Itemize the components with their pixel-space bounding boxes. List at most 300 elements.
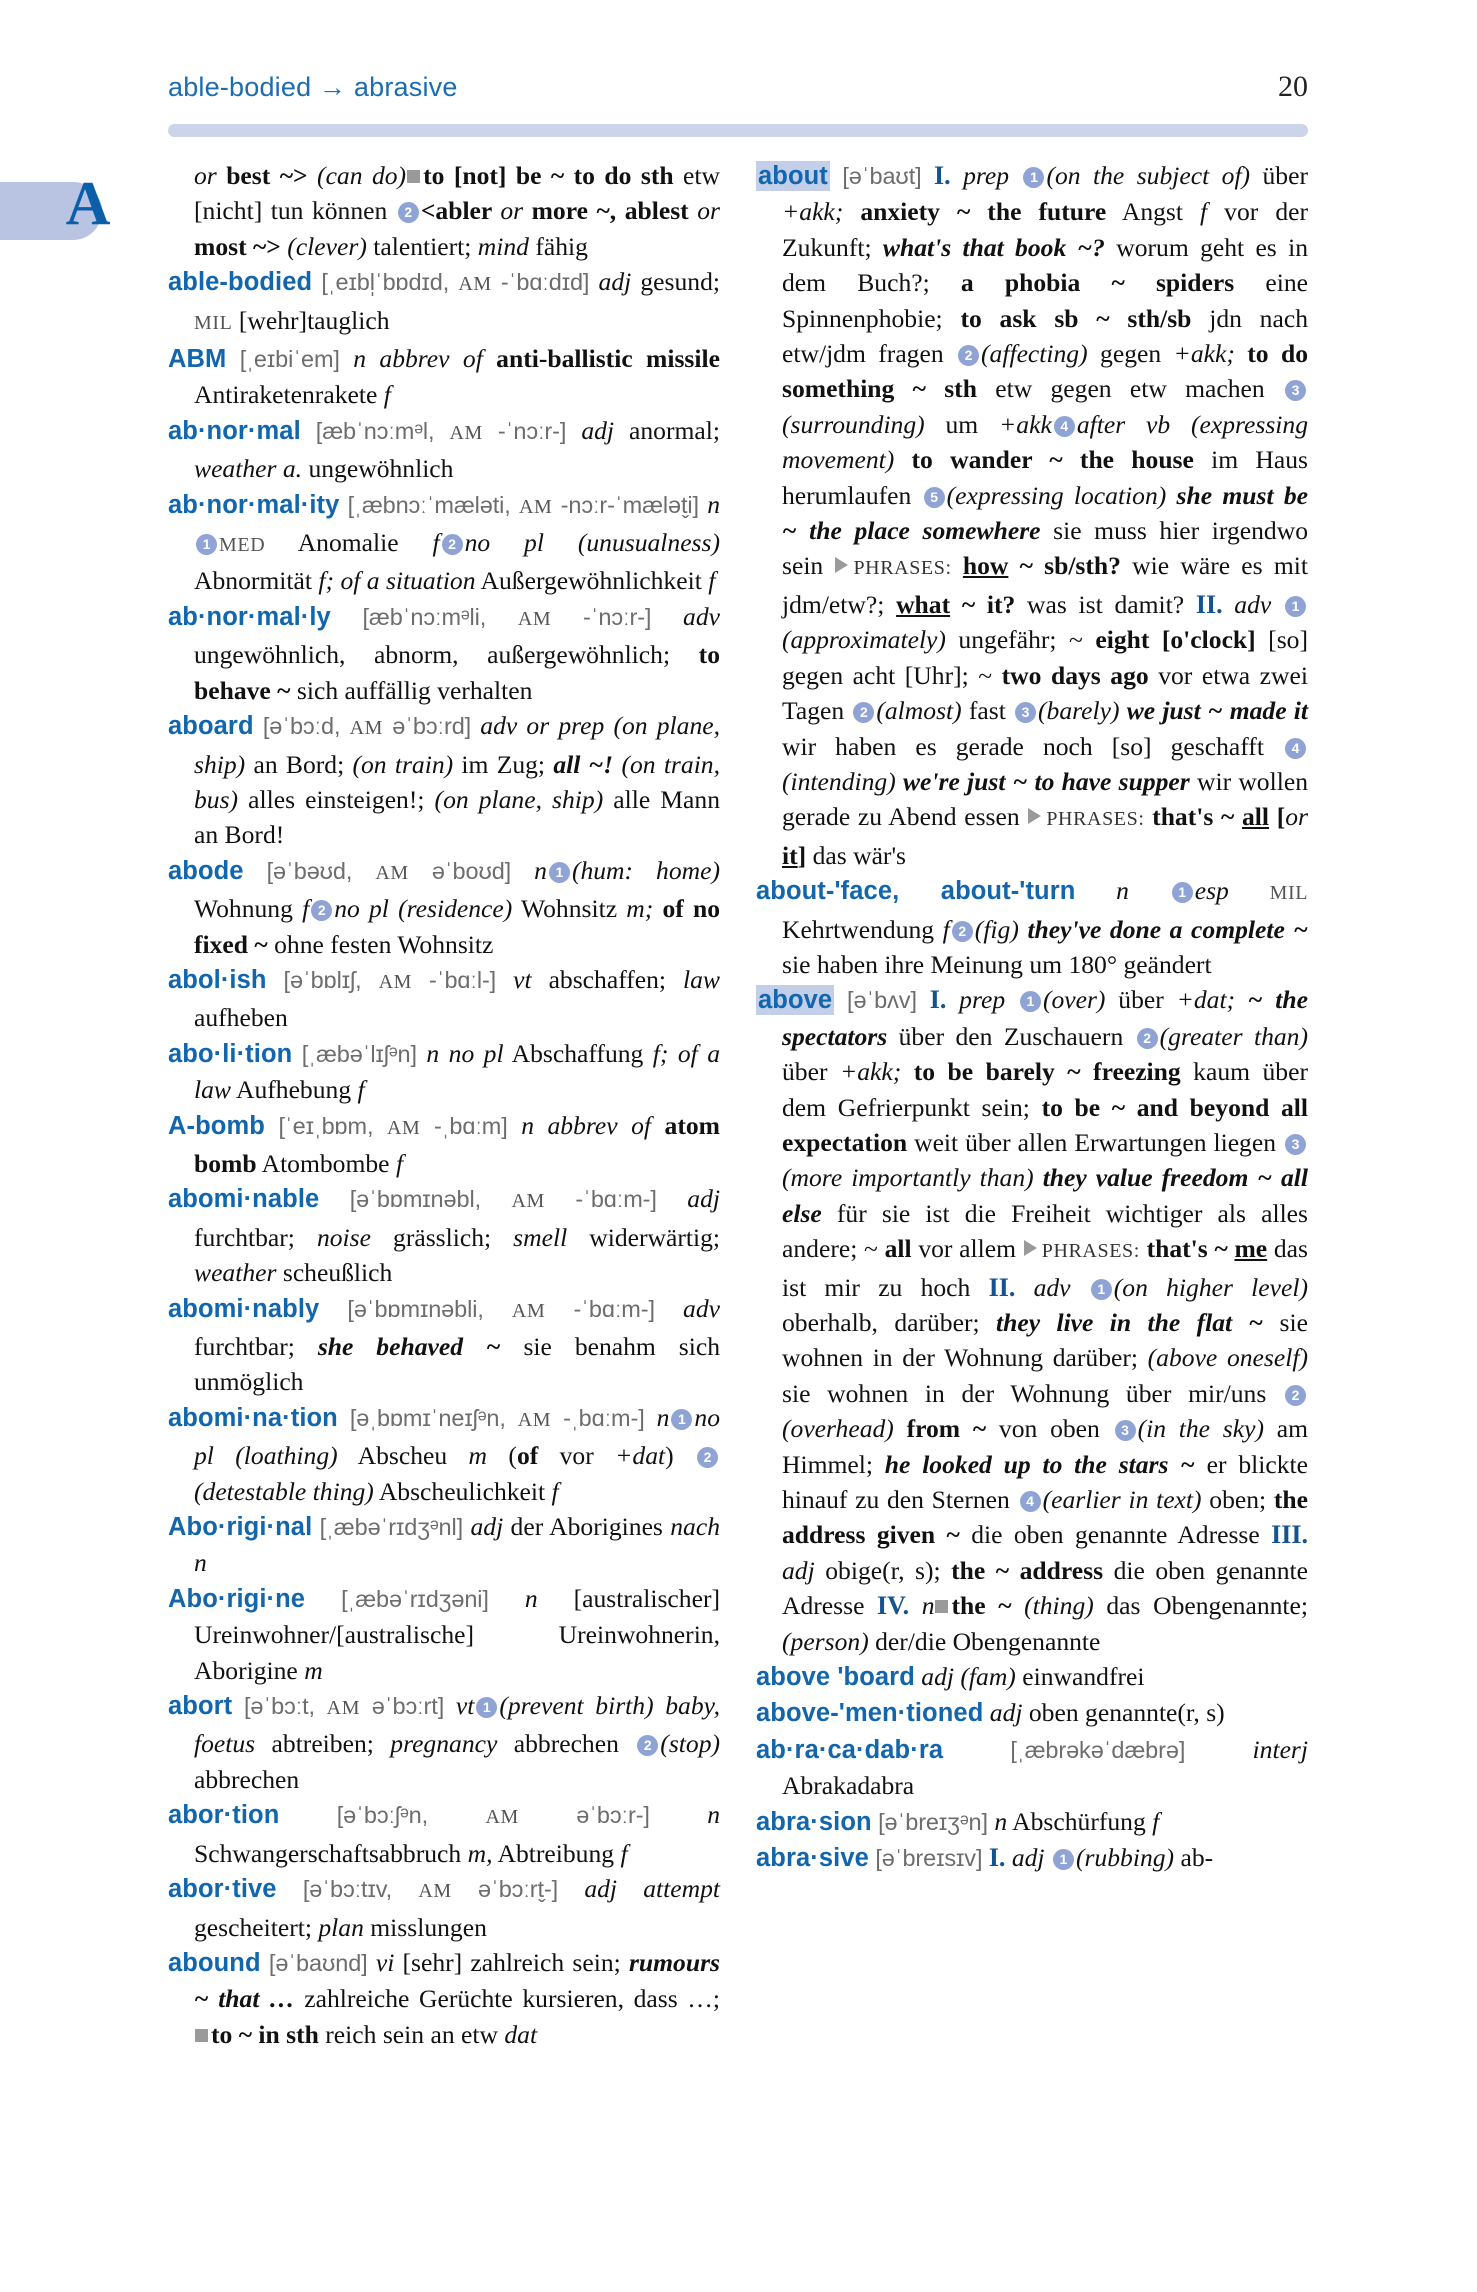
grammar-italic: weather (194, 1258, 277, 1288)
usage-label: AM (349, 717, 384, 740)
grammar-italic: n (994, 1806, 1008, 1836)
grammar-italic: (on plane, ship) (434, 784, 604, 814)
translation: das ist mir zu hoch (782, 1234, 1308, 1302)
translation: sie benahm sich unmöglich (194, 1332, 720, 1397)
sense-number-badge: 2 (1137, 1028, 1158, 1049)
pronunciation: [əˈbɒmɪnəbli, (319, 1295, 512, 1322)
headword[interactable]: Abo·rigi·ne (168, 1584, 306, 1613)
translation: alles einsteigen!; (238, 784, 435, 814)
sense-number-badge: 1 (1172, 882, 1193, 903)
grammar-italic: adv (683, 601, 720, 631)
headword[interactable]: above 'board (756, 1663, 915, 1692)
dictionary-entry[interactable] (168, 1400, 720, 1509)
collocation: more ~, ablest (523, 196, 698, 226)
grammar-italic: n (656, 1402, 670, 1432)
translation: obige(r, s); (814, 1555, 952, 1585)
dictionary-entry[interactable] (168, 853, 720, 962)
translation: Aufhebung (230, 1075, 358, 1105)
sense-number-badge: 1 (549, 862, 570, 883)
keyword-underlined: me (1234, 1234, 1268, 1264)
keyword-underlined: all (1242, 802, 1270, 832)
grammar-italic: (surrounding) (782, 409, 925, 439)
sense-number-badge: 2 (311, 900, 332, 921)
sense-number-badge: 3 (1285, 1134, 1306, 1155)
example-phrase: ~ the spectators (782, 985, 1308, 1051)
translation: am Himmel; (782, 1414, 1309, 1479)
usage-label: AM (386, 1116, 421, 1139)
translation: scheußlich (276, 1258, 393, 1288)
dictionary-entry[interactable] (756, 1840, 1308, 1876)
dictionary-entry[interactable] (168, 1581, 720, 1688)
translation: furchtbar; (194, 1332, 318, 1361)
grammar-italic: (detestable thing) (194, 1476, 374, 1506)
grammar-italic: adj (fam) (914, 1662, 1016, 1692)
grammar-italic: n abbrev of (353, 344, 497, 374)
headword[interactable]: abode (168, 856, 244, 885)
grammar-italic: (almost) (876, 696, 962, 726)
usage-label: AM (517, 1408, 552, 1431)
dictionary-entry[interactable] (168, 1688, 720, 1797)
pronunciation: əˈbɔːrt̬-] (451, 1876, 585, 1903)
grammar-italic: (above oneself) (1147, 1343, 1308, 1373)
collocation: the address given ~ (782, 1485, 1308, 1550)
sense-number-badge: 3 (1115, 1420, 1136, 1441)
translation: gescheitert; (194, 1912, 319, 1942)
grammar-italic: adj attempt (584, 1874, 721, 1904)
usage-label: AM (375, 861, 409, 884)
translation: oben genannte(r, s) (1022, 1698, 1225, 1728)
grammar-italic: nach n (194, 1512, 721, 1578)
grammar-italic: (in the sky) (1137, 1414, 1264, 1444)
sense-number-badge: 1 (1053, 1849, 1074, 1870)
dictionary-entry[interactable] (168, 1181, 720, 1290)
usage-label: AM (458, 273, 492, 296)
translation: der Aborigines (503, 1512, 671, 1542)
translation: Abnormität (194, 566, 319, 596)
translation: im Haus herumlaufen (782, 445, 1308, 510)
pronunciation: [ˌæbəˈrɪdʒəni] (305, 1585, 525, 1612)
collocation: anti-ballistic missile (496, 344, 720, 374)
collocation-square-icon (935, 1600, 948, 1613)
grammar-italic: pregnancy (390, 1729, 498, 1759)
grammar-italic: adv (683, 1293, 720, 1323)
headword[interactable]: abomi·nable (168, 1185, 320, 1214)
translation: furchtbar; (194, 1222, 317, 1252)
keyword-underlined: it (782, 840, 798, 870)
translation: vor (538, 1441, 616, 1471)
grammar-italic: f (551, 1476, 559, 1506)
translation: misslungen (363, 1912, 487, 1942)
alphabet-thumb-tab-letter: A (65, 170, 111, 238)
phrases-triangle-icon (1028, 808, 1041, 824)
example-phrase: they value freedom ~ all else (782, 1163, 1308, 1228)
translation: sie muss hier irgendwo sein (782, 516, 1308, 581)
example-phrase: they've done a complete ~ (1018, 914, 1308, 944)
collocation: from ~ (893, 1414, 987, 1444)
grammar-italic: m, (467, 1838, 493, 1868)
usage-label: AM (517, 607, 552, 630)
translation: kaum über dem Gefrierpunkt sein; (782, 1057, 1308, 1122)
translation: vor der Zukunft; (782, 197, 1308, 262)
translation: sie wohnen in der Wohnung darüber; (782, 1308, 1308, 1373)
collocation: of (516, 1441, 539, 1471)
grammar-italic: weather a. (194, 454, 303, 484)
translation: Abtreibung (492, 1838, 621, 1868)
pronunciation: [æbˈnɔːmᵊli, (330, 603, 518, 630)
collocation: most ~> (194, 231, 288, 261)
pronunciation: [əˈbɒmɪnəbl, (319, 1186, 512, 1213)
dictionary-entry[interactable] (168, 1036, 720, 1108)
grammar-italic: n no pl (426, 1038, 504, 1068)
usage-label: MIL (194, 311, 233, 334)
grammar-italic: (on higher level) (1113, 1272, 1308, 1302)
grammar-italic: n (534, 855, 547, 885)
example-phrase: we're just ~ to have supper (895, 766, 1190, 796)
headword[interactable]: abound (168, 1948, 261, 1977)
phrases-triangle-icon (1024, 1240, 1037, 1256)
grammar-italic: adj (598, 267, 632, 297)
translation: ) (665, 1441, 696, 1471)
grammar-italic: (on the subject of) (1046, 161, 1251, 190)
translation: Wohnsitz (512, 894, 627, 924)
dictionary-entry[interactable] (756, 982, 1308, 1659)
sense-number-badge: 1 (671, 1409, 692, 1430)
grammar-italic: f (942, 914, 950, 944)
collocation: to wander ~ the house (894, 445, 1194, 475)
dictionary-entry[interactable] (168, 1945, 720, 2052)
collocation: all (884, 1234, 912, 1264)
grammar-italic: +akk; (782, 197, 844, 227)
grammar-italic: no pl (residence) (334, 894, 513, 924)
collocation: ~ sb/sth? (1008, 551, 1121, 581)
grammar-italic: interj (1252, 1734, 1308, 1764)
dictionary-entry[interactable] (168, 341, 720, 413)
translation: wie wäre es mit jdm/etw?; (782, 551, 1308, 619)
example-phrase: he looked up to the stars ~ (884, 1449, 1195, 1479)
grammar-italic: f (1152, 1806, 1160, 1836)
grammar-italic: no pl (unusualness) (464, 528, 720, 558)
translation: über (782, 1057, 840, 1087)
headword[interactable]: abra·sion (756, 1807, 872, 1836)
dictionary-entry[interactable] (168, 413, 720, 487)
translation: Antiraketenrakete (194, 380, 384, 410)
sense-number-badge: 3 (1015, 702, 1036, 723)
translation: [sehr] zahlreich sein; (394, 1947, 629, 1977)
phrases-triangle-icon (835, 557, 848, 573)
grammar-italic: m; (626, 894, 654, 924)
pronunciation: -nɔːr-ˈmælət̬i] (552, 491, 708, 518)
headword[interactable]: abomi·na·tion (168, 1403, 338, 1432)
grammar-italic: f (357, 1075, 365, 1105)
sense-number-badge: 2 (952, 921, 973, 942)
dictionary-entry[interactable] (168, 1797, 720, 1871)
grammar-italic: (prevent birth) baby, foetus (194, 1691, 720, 1759)
usage-label: AM (449, 421, 483, 444)
headword[interactable]: ab·nor·mal·ly (168, 602, 331, 631)
pronunciation: [ˌæbrəkəˈdæbrə] (943, 1736, 1253, 1763)
headword[interactable]: abomi·nably (168, 1294, 320, 1323)
translation: im Zug; (453, 749, 554, 779)
translation: Abscheu (337, 1441, 469, 1471)
grammar-italic: adv (1222, 589, 1283, 619)
translation: abbrechen (194, 1764, 300, 1794)
translation: oben; (1201, 1485, 1274, 1515)
dictionary-entry[interactable] (168, 487, 720, 599)
grammar-italic: n abbrev of (521, 1110, 665, 1140)
headword[interactable]: abor·tion (168, 1801, 280, 1830)
roman-division: III. (1271, 1520, 1308, 1550)
collocation: to [not] be ~ to do sth (423, 161, 674, 190)
collocation: a phobia ~ spiders (960, 268, 1235, 298)
dictionary-entry[interactable] (756, 1659, 1308, 1695)
translation: wir haben es gerade noch [so] geschafft (782, 731, 1283, 761)
grammar-italic: (more importantly than) (782, 1163, 1034, 1193)
grammar-italic: n (707, 1800, 721, 1830)
grammar-italic: after vb (expressing movement) (782, 409, 1308, 475)
dictionary-entry[interactable] (168, 708, 720, 853)
pronunciation: -ˈbɑːdɪd] (491, 269, 599, 296)
translation: Abschürfung (1007, 1806, 1153, 1836)
usage-label: AM (511, 1190, 545, 1213)
grammar-italic: f (395, 1148, 404, 1178)
grammar-italic: (can do) (317, 161, 407, 190)
headword[interactable]: abor·tive (168, 1875, 277, 1904)
headword[interactable]: above-'men·tioned (756, 1699, 984, 1728)
keyword-underlined: what (896, 589, 951, 619)
grammar-italic: (greater than) (1159, 1021, 1308, 1051)
translation: Abschaffung (503, 1038, 653, 1068)
headword[interactable]: about-'face, about-'turn (756, 877, 1076, 906)
grammar-italic: noise (316, 1222, 371, 1252)
grammar-italic: prep (946, 985, 1018, 1015)
headword[interactable]: abol·ish (168, 965, 267, 994)
sense-number-badge: 1 (196, 534, 217, 555)
usage-label: MIL (1269, 882, 1309, 905)
translation: vor allem (911, 1234, 1023, 1264)
translation: jdn nach etw/jdm fragen (782, 303, 1308, 369)
grammar-italic: +dat (615, 1441, 666, 1471)
translation: Außergewöhnlichkeit (475, 566, 709, 596)
roman-division: I. (988, 1843, 1006, 1873)
dictionary-entry[interactable] (756, 158, 1308, 873)
translation: für sie ist die Freiheit wichtiger als alles andere; ~ (782, 1198, 1308, 1264)
pronunciation: [ˌæbəˈrɪdʒᵊnl] (312, 1514, 471, 1541)
grammar-italic: (affecting) (981, 339, 1088, 369)
translation: [so] gegen acht [Uhr]; ~ (782, 625, 1308, 690)
grammar-italic: +akk; (839, 1057, 902, 1087)
sense-number-badge: 2 (853, 702, 874, 723)
translation: zahlreiche Gerüchte kursieren, dass …; (294, 1984, 720, 2014)
example-phrase: all ~! (553, 749, 614, 779)
translation: oberhalb, darüber; (782, 1308, 996, 1337)
translation: Schwangerschaftsabbruch (194, 1838, 468, 1868)
pronunciation: [əˈbɔːt, (232, 1693, 327, 1720)
translation: er blickte hinauf zu den Sternen (782, 1449, 1309, 1515)
sense-number-badge: 2 (398, 202, 419, 223)
translation: abtreiben; (255, 1729, 391, 1759)
translation: reich sein an etw (318, 2019, 505, 2049)
sense-number-badge: 1 (1285, 596, 1306, 617)
grammar-italic: f (432, 528, 440, 558)
translation: fast (961, 696, 1014, 726)
collocation: anxiety ~ the future (843, 197, 1107, 227)
roman-division: II. (1195, 589, 1223, 619)
pronunciation: [əˈbɔːtɪv, (276, 1876, 419, 1903)
translation: grässlich; (370, 1222, 514, 1252)
grammar-italic: f (383, 380, 391, 410)
pronunciation: [ˌeɪbl̩ˈbɒdɪd, (312, 269, 459, 296)
translation: ungewöhnlich, abnorm, außergewöhnlich; (194, 640, 699, 670)
running-head-guidewords: able-bodied → abrasive (168, 72, 458, 102)
headword[interactable]: aboard (168, 712, 254, 741)
pronunciation: əˈboʊd] (408, 857, 535, 884)
pronunciation: [əˈbaʊt] (829, 163, 935, 189)
grammar-italic: m (468, 1441, 488, 1471)
grammar-italic: adj (581, 415, 615, 445)
dictionary-entry[interactable] (756, 1804, 1308, 1840)
headword[interactable]: about (758, 162, 828, 190)
dictionary-entry[interactable] (168, 962, 720, 1036)
sense-number-badge: 4 (1285, 738, 1306, 759)
translation: einwandfrei (1015, 1662, 1145, 1692)
translation: gesund; (631, 267, 720, 297)
grammar-italic: (clever) (287, 231, 367, 261)
grammar-italic: vt (455, 1691, 475, 1721)
translation: um (924, 409, 1000, 439)
grammar-italic: (expressing location) (946, 480, 1167, 510)
header-divider-rule (168, 124, 1308, 137)
pronunciation: əˈbɔːrd] (383, 713, 481, 740)
grammar-italic: f (620, 1838, 628, 1868)
grammar-italic: n (707, 489, 720, 519)
sense-number-badge: 2 (697, 1447, 718, 1468)
collocation: to be ~ and beyond all expectation (782, 1092, 1309, 1157)
headword[interactable]: able-bodied (168, 268, 313, 297)
grammar-italic: or (194, 161, 217, 190)
collocation: <abler (420, 196, 501, 226)
grammar-italic: (approximately) (782, 625, 946, 655)
pronunciation: [əˈbreɪsɪv] (868, 1845, 989, 1872)
dictionary-entry[interactable] (168, 158, 720, 264)
sense-number-badge: 1 (1020, 991, 1041, 1012)
headword[interactable]: abort (168, 1692, 233, 1721)
dictionary-entry[interactable] (168, 1291, 720, 1400)
translation: Atombombe (256, 1148, 396, 1178)
sense-number-badge: 1 (1091, 1279, 1112, 1300)
dictionary-entry[interactable] (168, 1871, 720, 1945)
pronunciation: -ˈbɑːl-] (412, 966, 514, 993)
grammar-italic: (person) (782, 1626, 869, 1656)
dictionary-entry[interactable] (756, 1695, 1308, 1731)
translation: ohne festen Wohnsitz (267, 929, 494, 959)
sense-number-badge: 2 (958, 345, 979, 366)
dictionary-columns (168, 158, 1308, 2218)
example-phrase: what's that book ~? (882, 232, 1105, 262)
grammar-italic: (barely) (1038, 696, 1120, 726)
sense-number-badge: 1 (1023, 167, 1044, 188)
headword[interactable]: abo·li·tion (168, 1039, 293, 1068)
translation: über (1250, 161, 1308, 190)
translation: Kehrtwendung (782, 914, 943, 944)
pronunciation: -ˈbɑːm-] (544, 1186, 688, 1213)
translation: Abrakadabra (782, 1771, 915, 1801)
grammar-italic: adv (1015, 1272, 1089, 1302)
dictionary-entry[interactable] (168, 1509, 720, 1581)
grammar-italic: (overhead) (782, 1414, 894, 1444)
collocation: that's ~ (1144, 802, 1242, 832)
usage-label: MED (219, 534, 266, 557)
collocation: to ask sb ~ sth/sb (960, 303, 1192, 333)
translation: das Obengenannte; (1093, 1591, 1309, 1621)
headword[interactable]: ab·ra·ca·dab·ra (756, 1735, 944, 1764)
translation: sie wohnen in der Wohnung über mir/uns (782, 1378, 1283, 1408)
headword[interactable]: ab·nor·mal·ity (168, 490, 340, 519)
dictionary-entry[interactable] (756, 873, 1308, 982)
headword[interactable]: Abo·rigi·nal (168, 1513, 313, 1542)
translation: die oben genannte Adresse (959, 1520, 1272, 1550)
grammar-italic: (stop) (660, 1729, 721, 1759)
grammar-italic: (on train) (352, 749, 454, 779)
collocation: to do something ~ sth (782, 339, 1308, 404)
collocation (952, 551, 963, 580)
pronunciation: [ˌeɪbiˈem] (226, 346, 354, 373)
collocation: the ~ address (951, 1555, 1104, 1585)
pronunciation: əˈbɔːr-] (518, 1802, 708, 1829)
phrases-label: PHRASES: (1041, 1240, 1140, 1263)
grammar-italic: adj (782, 1555, 815, 1585)
pronunciation: [ˌæbəˈlɪʃᵊn] (292, 1040, 427, 1067)
dictionary-column-right (756, 158, 1308, 2218)
grammar-italic: n (524, 1583, 538, 1613)
example-phrase: rumours ~ that … (194, 1947, 720, 2014)
translation: etw gegen etw machen (976, 374, 1283, 404)
headword[interactable]: above (758, 986, 833, 1015)
headword[interactable]: abra·sive (756, 1844, 869, 1873)
usage-label: AM (518, 495, 553, 518)
collocation-square-icon (195, 2029, 208, 2042)
translation: anormal; (614, 415, 720, 445)
grammar-italic: prep (950, 161, 1022, 190)
translation: [australischer] Ureinwohner/[australische] Ureinwohnerin, Aborigine (194, 1583, 720, 1685)
collocation: [ (1269, 802, 1286, 832)
grammar-italic: +akk; (1173, 339, 1235, 369)
grammar-italic: (intending) (782, 766, 896, 796)
pronunciation: [əˈbɒlɪʃ, (266, 966, 379, 993)
grammar-italic: or (697, 196, 720, 226)
translation: das wär's (806, 840, 907, 870)
headword[interactable]: ab·nor·mal (168, 416, 301, 445)
roman-division: I. (929, 985, 947, 1015)
translation: Wohnung (194, 894, 303, 924)
dictionary-entry[interactable] (168, 1108, 720, 1182)
keyword-underlined: how (962, 551, 1009, 581)
dictionary-entry[interactable] (168, 599, 720, 708)
translation: alle Mann an Bord! (194, 784, 720, 850)
grammar-italic: smell (513, 1222, 568, 1252)
headword[interactable]: ABM (168, 345, 227, 374)
grammar-italic: (thing) (1011, 1591, 1094, 1621)
grammar-italic: n (1075, 876, 1170, 906)
grammar-italic: f (708, 566, 716, 596)
translation: vor etwa zwei Tagen (782, 660, 1308, 726)
grammar-italic: or (500, 196, 524, 226)
collocation: best ~> (216, 161, 318, 190)
dictionary-entry[interactable] (756, 1732, 1308, 1804)
grammar-italic: esp (1194, 876, 1270, 906)
headword[interactable]: A-bomb (168, 1111, 265, 1140)
dictionary-entry[interactable] (168, 264, 720, 341)
pronunciation: -ˌbɑːm] (420, 1112, 522, 1139)
